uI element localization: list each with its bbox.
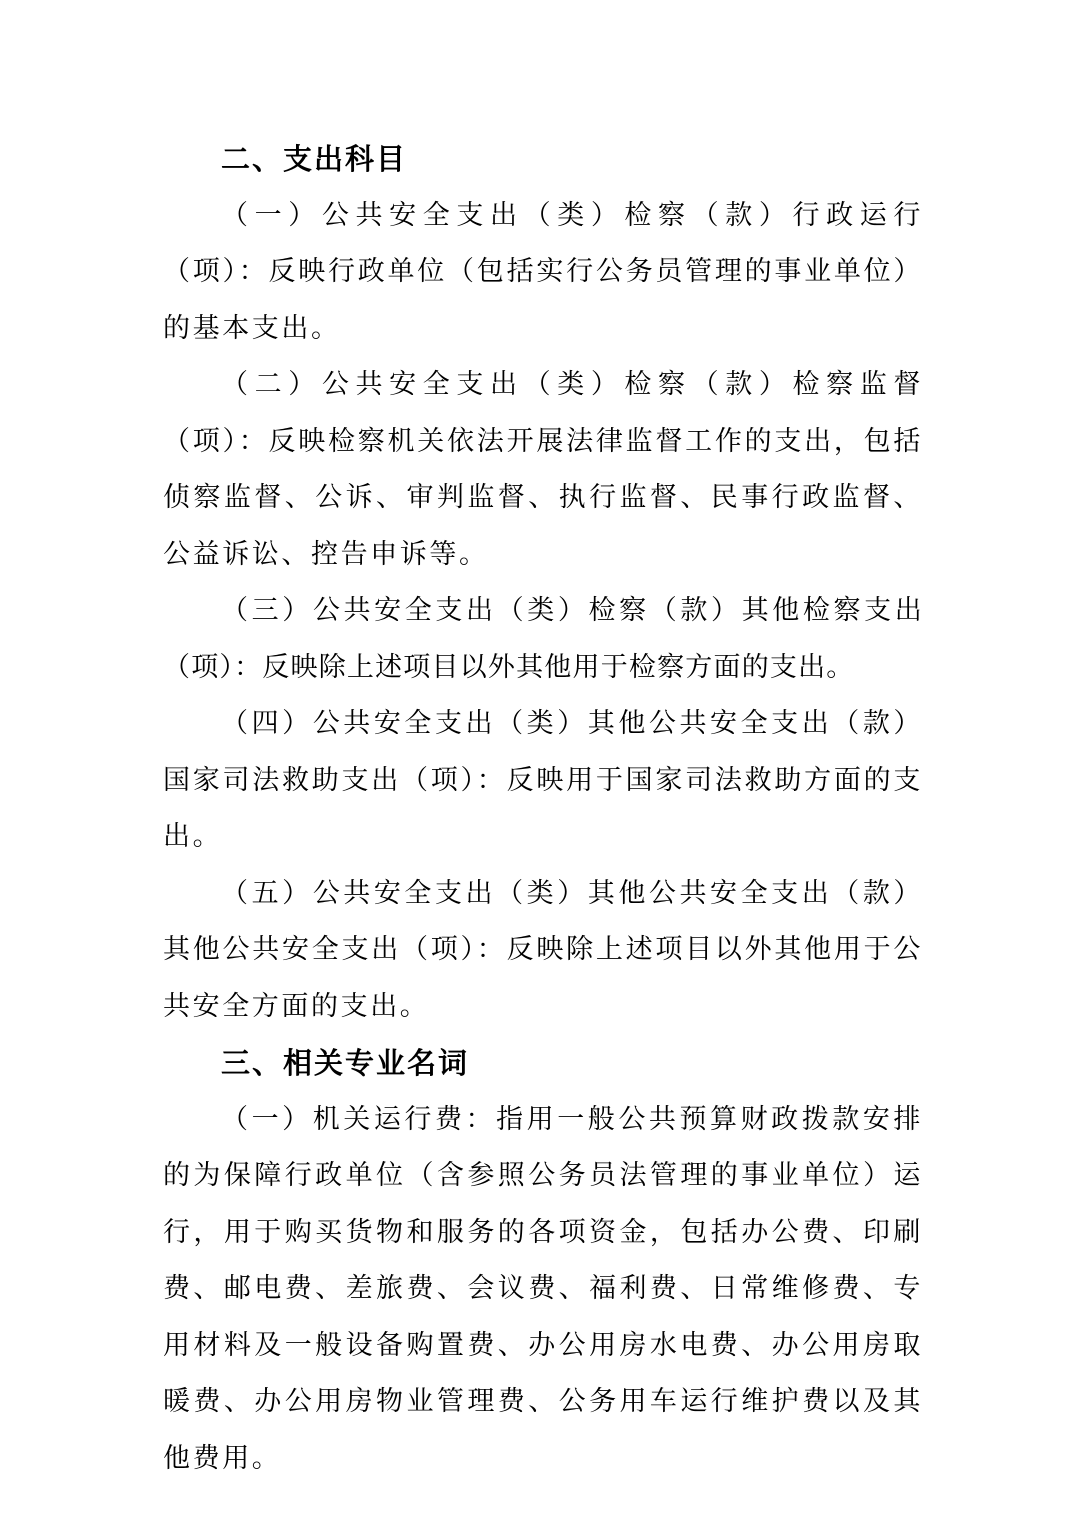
section-heading-expenditure-items: 二、支出科目 — [221, 142, 408, 176]
paragraph-item-5: （五）公共安全支出（类）其他公共安全支出（款）其他公共安全支出（项）：反映除上述项目以外其他用于公共安全方面的支出。 — [163, 877, 923, 1022]
paragraph-term-1: （一）机关运行费：指用一般公共预算财政拨款安排的为保障行政单位（含参照公务员法管理的事业单位）运行，用于购买货物和服务的各项资金，包括办公费、印刷费、邮电费、差旅费、会议费、福利费、日常维修费、专用材料及一般设备购置费、办公用房水电费、办公用房取暖费、办公用房物业管理费、公务用车运行维护费以及其他费用。 — [163, 1103, 923, 1474]
document-body — [163, 131, 923, 1487]
paragraph-item-1: （一）公共安全支出（类）检察（款）行政运行（项）：反映行政单位（包括实行公务员管理的事业单位）的基本支出。 — [163, 199, 923, 344]
paragraph-item-4: （四）公共安全支出（类）其他公共安全支出（款）国家司法救助支出（项）：反映用于国家司法救助方面的支出。 — [163, 708, 923, 852]
paragraph-item-3: （三）公共安全支出（类）检察（款）其他检察支出（项）：反映除上述项目以外其他用于检察方面的支出。 — [163, 595, 923, 683]
section-heading-terms: 三、相关专业名词 — [221, 1046, 470, 1080]
paragraph-item-2: （二）公共安全支出（类）检察（款）检察监督（项）：反映检察机关依法开展法律监督工作的支出，包括侦察监督、公诉、审判监督、执行监督、民事行政监督、公益诉讼、控告申诉等。 — [163, 369, 923, 570]
